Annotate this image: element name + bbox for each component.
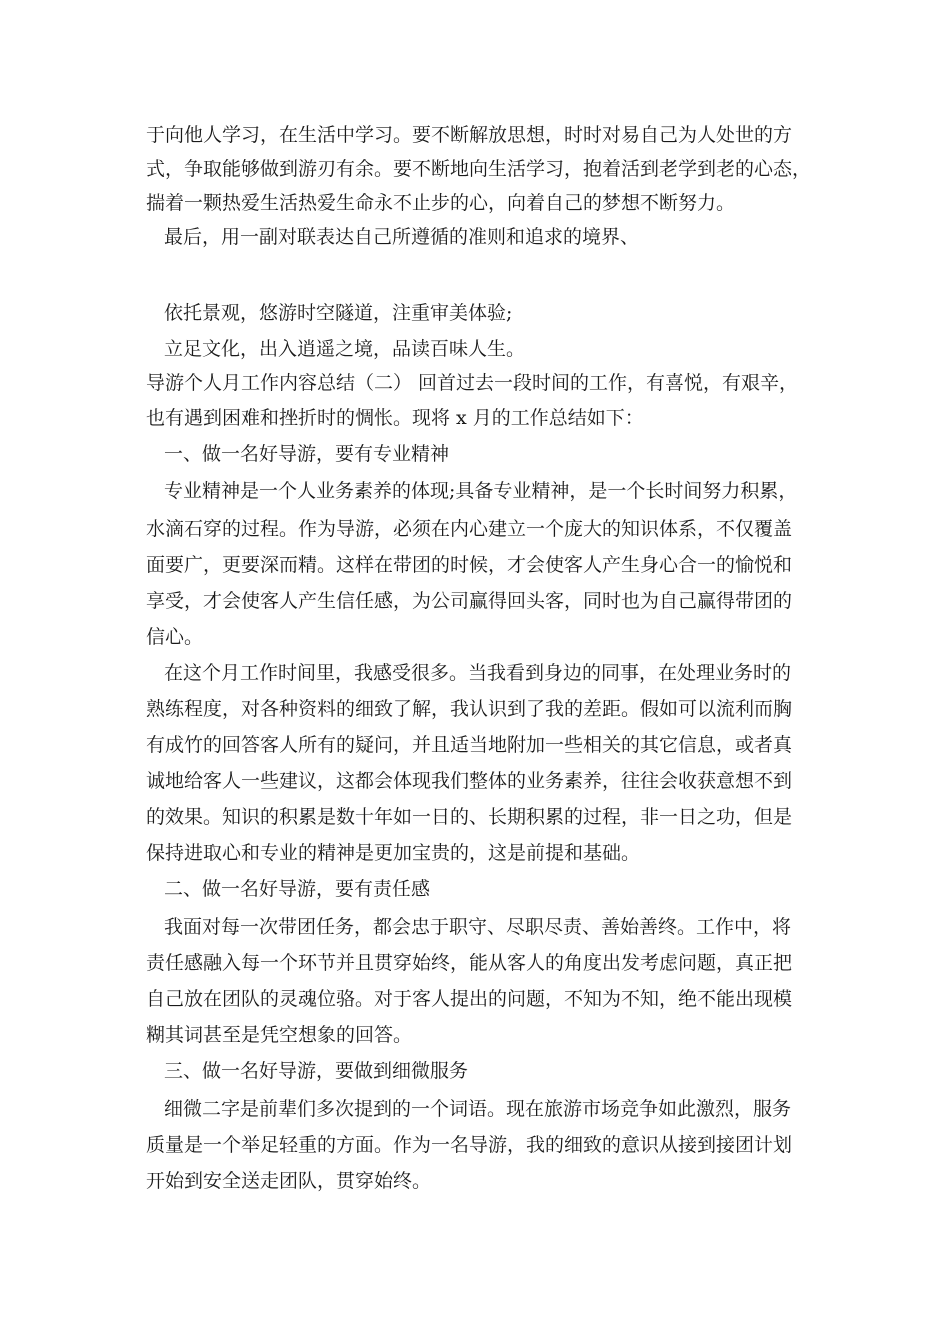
text-line: 于向他人学习，在生活中学习。要不断解放思想，时时对易自己为人处世的方 xyxy=(146,124,793,146)
heading-line: 一、做一名好导游，要有专业精神 xyxy=(164,443,450,465)
text-line: 开始到安全送走团队，贯穿始终。 xyxy=(146,1170,432,1192)
text-line: 诚地给客人一些建议，这都会体现我们整体的业务素养，往往会收获意想不到 xyxy=(146,770,793,792)
couplet-line: 依托景观，悠游时空隧道，注重审美体验; xyxy=(164,302,513,324)
heading-line: 三、做一名好导游，要做到细微服务 xyxy=(164,1060,469,1082)
text-line: 最后，用一副对联表达自己所遵循的准则和追求的境界、 xyxy=(164,226,640,248)
text-line: 熟练程度，对各种资料的细致了解，我认识到了我的差距。假如可以流利而胸 xyxy=(146,698,793,720)
text-line: 水滴石穿的过程。作为导游，必须在内心建立一个庞大的知识体系，不仅覆盖 xyxy=(146,518,793,540)
text-line: 我面对每一次带团任务，都会忠于职守、尽职尽责、善始善终。工作中，将 xyxy=(164,916,792,938)
text-line: 自己放在团队的灵魂位骆。对于客人提出的问题，不知为不知，绝不能出现模 xyxy=(146,988,793,1010)
text-line: 的效果。知识的积累是数十年如一日的、长期积累的过程，非一日之功，但是 xyxy=(146,806,793,828)
text-line: 保持进取心和专业的精神是更加宝贵的，这是前提和基础。 xyxy=(146,842,641,864)
text-line: 面要广，更要深而精。这样在带团的时候，才会使客人产生身心合一的愉悦和 xyxy=(146,554,793,576)
text-line: 专业精神是一个人业务素养的体现;具备专业精神，是一个长时间努力积累， xyxy=(164,480,798,502)
text-line: 信心。 xyxy=(146,626,204,648)
heading-line: 二、做一名好导游，要有责任感 xyxy=(164,878,431,900)
text-line: 糊其词甚至是凭空想象的回答。 xyxy=(146,1024,413,1046)
text-line: 质量是一个举足轻重的方面。作为一名导游，我的细致的意识从接到接团计划 xyxy=(146,1134,793,1156)
text-line: 细微二字是前辈们多次提到的一个词语。现在旅游市场竞争如此激烈，服务 xyxy=(164,1098,792,1120)
text-line: 责任感融入每一个环节并且贯穿始终，能从客人的角度出发考虑问题，真正把 xyxy=(146,952,793,974)
text-line: 也有遇到困难和挫折时的惆怅。现将 x 月的工作总结如下： xyxy=(146,407,644,429)
text-line: 享受，才会使客人产生信任感，为公司赢得回头客，同时也为自己赢得带团的 xyxy=(146,590,793,612)
text-line: 式，争取能够做到游刃有余。要不断地向生活学习，抱着活到老学到老的心态， xyxy=(146,158,812,180)
text-line: 有成竹的回答客人所有的疑问，并且适当地附加一些相关的其它信息，或者真 xyxy=(146,734,793,756)
text-line: 揣着一颗热爱生活热爱生命永不止步的心，向着自己的梦想不断努力。 xyxy=(146,192,736,214)
section-title-line: 导游个人月工作内容总结（二） 回首过去一段时间的工作，有喜悦，有艰辛， xyxy=(146,372,799,394)
text-line: 在这个月工作时间里，我感受很多。当我看到身边的同事，在处理业务时的 xyxy=(164,662,792,684)
couplet-line: 立足文化，出入逍遥之境，品读百味人生。 xyxy=(164,338,526,360)
